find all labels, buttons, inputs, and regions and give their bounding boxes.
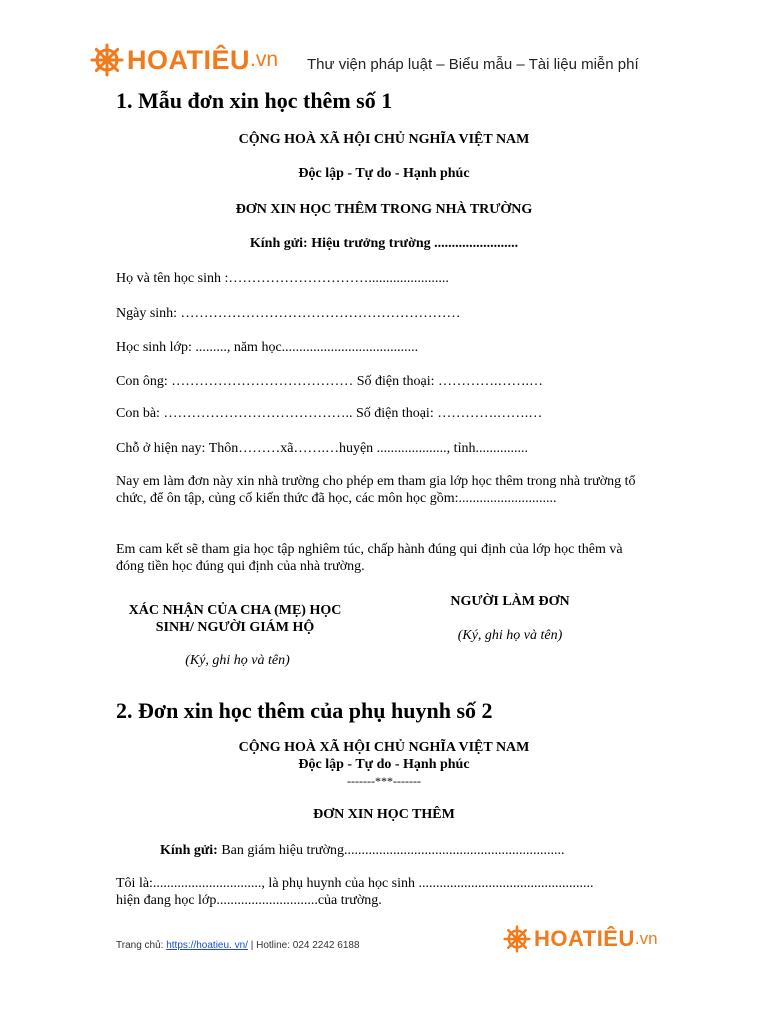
- footer-logo[interactable]: [503, 925, 658, 953]
- applicant-signature-note: (Ký, ghi họ và tên): [457, 628, 563, 643]
- parent-signature-title: XÁC NHẬN CỦA CHA (MẸ) HỌC SINH/ NGƯỜI GIÁM HỘ: [128, 603, 342, 635]
- form-title-2: ĐƠN XIN HỌC THÊM: [313, 807, 455, 822]
- motto-2: Độc lập - Tự do - Hạnh phúc: [298, 757, 470, 772]
- footer-text: [116, 940, 360, 951]
- section1-heading: 1. Mẫu đơn xin học thêm số 1: [116, 88, 393, 113]
- site-tagline: Thư viện pháp luật – Biểu mẫu – Tài liệu miễn phí: [307, 56, 639, 73]
- dob-line: Ngày sinh: ……………………………………………………: [116, 306, 461, 321]
- nation-title-2: CỘNG HOÀ XÃ HỘI CHỦ NGHĨA VIỆT NAM: [238, 740, 530, 755]
- father-line: Con ông: ………………………………… Số điện thoại: ………….…….…: [116, 374, 543, 389]
- recipient-line: Kính gửi: Hiệu trưởng trường ........................: [249, 236, 519, 251]
- recipient-value: Ban giám hiệu trường...............................................................: [217, 843, 565, 858]
- address-line: Chỗ ở hiện nay: Thôn………xã…….…huyện ...................., tỉnh...............: [116, 441, 528, 456]
- ship-wheel-icon: [90, 43, 124, 77]
- logo-suffix: .vn: [250, 48, 279, 71]
- motto: Độc lập - Tự do - Hạnh phúc: [298, 166, 470, 181]
- form-title: ĐƠN XIN HỌC THÊM TRONG NHÀ TRƯỜNG: [235, 202, 533, 217]
- section2-heading: 2. Đơn xin học thêm của phụ huynh số 2: [116, 698, 493, 723]
- separator: -------***-------: [347, 774, 421, 788]
- student-name-line: Họ và tên học sinh :………………………….......................: [116, 271, 449, 286]
- ship-wheel-icon: [503, 925, 531, 953]
- site-logo[interactable]: [90, 40, 278, 80]
- intro-line-2: hiện đang học lớp.............................của trường.: [116, 893, 382, 908]
- class-line: Học sinh lớp: ........., năm học.......................................: [116, 340, 419, 355]
- nation-title: CỘNG HOÀ XÃ HỘI CHỦ NGHĨA VIỆT NAM: [238, 132, 530, 147]
- footer-home-link[interactable]: https://hoatieu. vn/: [166, 940, 248, 951]
- footer-logo-text: HOATIÊU: [534, 926, 635, 951]
- parent-signature-note: (Ký, ghi họ và tên): [185, 653, 290, 668]
- recipient-label: Kính gửi:: [160, 843, 218, 858]
- footer-logo-suffix: .vn: [634, 929, 658, 948]
- request-paragraph: Nay em làm đơn này xin nhà trường cho phép em tham gia lớp học thêm trong nhà trường tổ chức, để ôn tập, củng cố kiến thức đã học, các môn học gồm:............................: [116, 474, 636, 506]
- mother-line: Con bà: ………………………………….. Số điện thoại: ………….…….…: [116, 406, 543, 421]
- recipient-line-2: [160, 843, 565, 859]
- applicant-signature-title: NGƯỜI LÀM ĐƠN: [450, 594, 570, 609]
- commitment-paragraph: Em cam kết sẽ tham gia học tập nghiêm túc, chấp hành đúng qui định của lớp học thêm và đóng tiền học đúng qui định của nhà trường.: [116, 542, 623, 574]
- footer-hotline: | Hotline: 024 2242 6188: [247, 940, 360, 951]
- footer-home-label: Trang chủ:: [116, 940, 167, 951]
- intro-line-1: Tôi là:..............................., là phụ huynh của học sinh ..................................................: [116, 876, 594, 891]
- logo-text: HOATIÊU: [127, 44, 250, 75]
